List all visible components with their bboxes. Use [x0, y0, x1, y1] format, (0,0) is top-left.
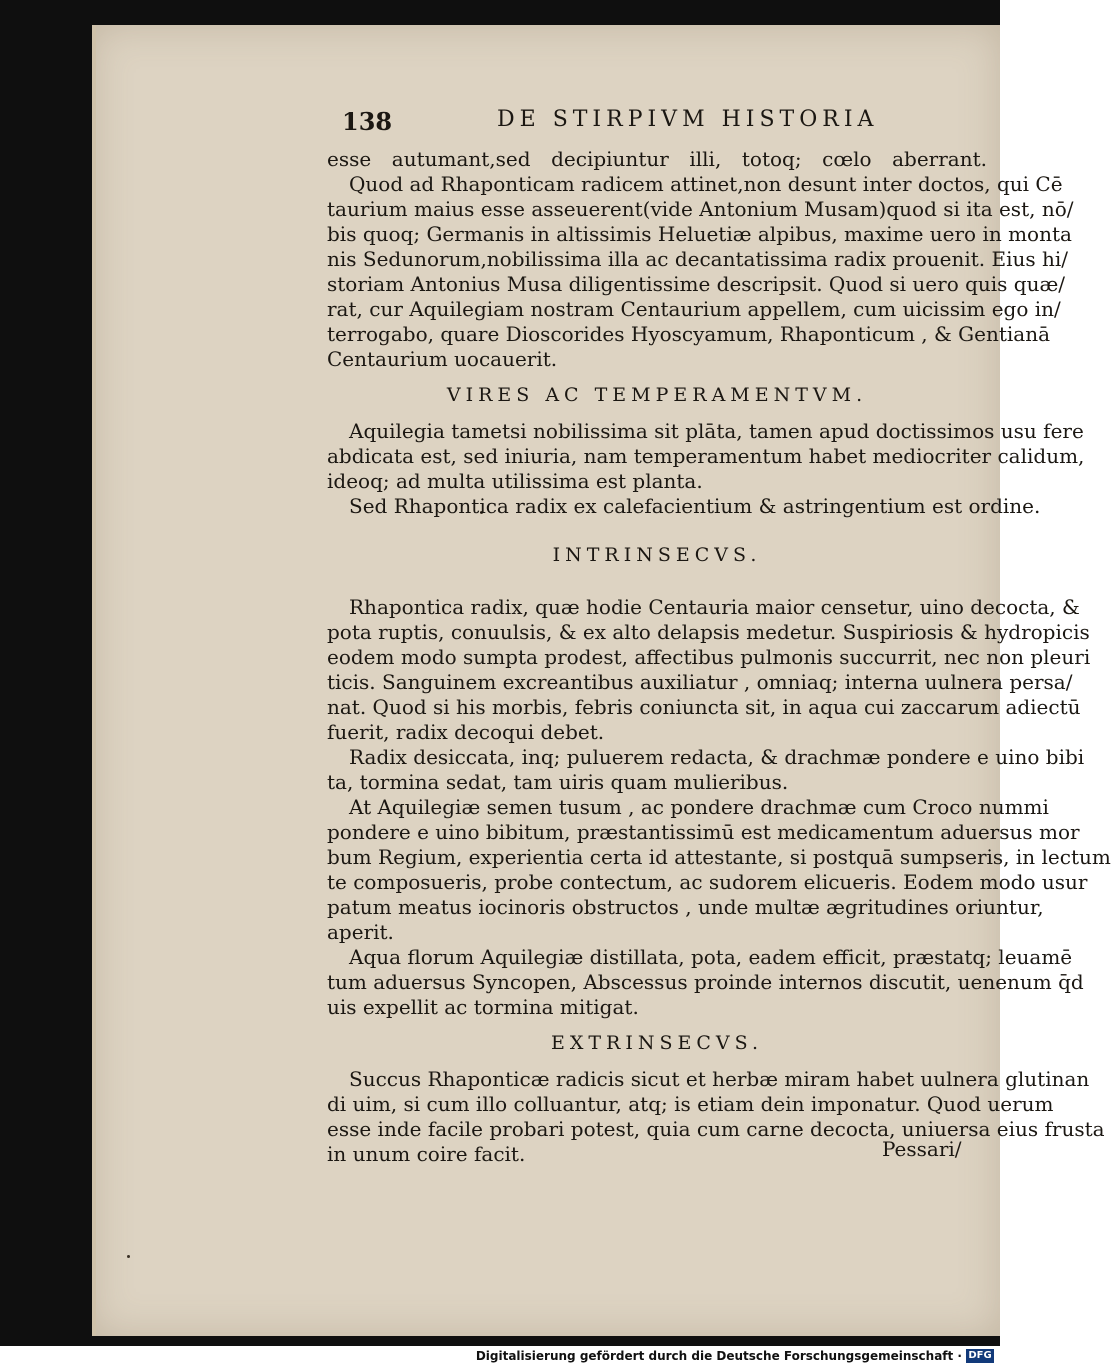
book-page [92, 25, 1111, 1336]
text-line: Quod ad Rhaponticam radicem attinet,non desunt inter doctos, qui Cē [349, 172, 1063, 196]
text-line: bis quoq; Germanis in altissimis Heluetiæ alpibus, maxime uero in monta [327, 222, 1072, 246]
text-line: rat, cur Aquilegiam nostram Centaurium appellem, cum uicissim ego in/ [327, 297, 1061, 321]
page-edge [92, 25, 96, 1336]
text-line: Sed Rhapontica radix ex calefacientium & astringentium est ordine. [349, 494, 1041, 518]
text-line: di uim, si cum illo colluantur, atq; is etiam dein imponatur. Quod uerum [327, 1092, 1054, 1116]
text-line: nis Sedunorum,nobilissima illa ac decantatissima radix prouenit. Eius hi/ [327, 247, 1069, 271]
section-heading-extrinsecus: EXTRINSECVS. [550, 1032, 764, 1054]
text-line: uis expellit ac tormina mitigat. [327, 995, 639, 1019]
text-line: Rhapontica radix, quæ hodie Centauria maior censetur, uino decocta, & [349, 595, 1080, 619]
text-line: ta, tormina sedat, tam uiris quam mulieribus. [327, 770, 789, 794]
text-line: bum Regium, experientia certa id attestante, si postquā sumpseris, in lectum [327, 845, 1111, 869]
text-line: Succus Rhaponticæ radicis sicut et herbæ miram habet uulnera glutinan [349, 1067, 1090, 1091]
text-line: patum meatus iocinoris obstructos , unde multæ ægritudines oriuntur, [327, 895, 1044, 919]
ink-speck [127, 1255, 130, 1258]
text-line: pota ruptis, conuulsis, & ex alto delapsis medetur. Suspiriosis & hydropicis [327, 620, 1090, 644]
dfg-logo: DFG [966, 1349, 994, 1363]
page-header [327, 107, 987, 139]
page-number: 138 [342, 107, 393, 136]
text-line: esse autumant,sed decipiuntur illi, totoq; cœlo aberrant. [327, 147, 987, 171]
text-line: storiam Antonius Musa diligentissime descripsit. Quod si uero quis quæ/ [327, 272, 1066, 296]
section-heading-intrinsecus: INTRINSECVS. [552, 544, 762, 566]
text-line: terrogabo, quare Dioscorides Hyoscyamum, Rhaponticum , & Gentianā [327, 322, 1051, 346]
text-line: tum aduersus Syncopen, Abscessus proinde internos discutit, uenenum q̄d [327, 970, 1084, 994]
section-heading-vires: VIRES AC TEMPERAMENTVM. [446, 384, 868, 406]
text-line: ticis. Sanguinem excreantibus auxiliatur , omniaq; interna uulnera persa/ [327, 670, 1073, 694]
text-line: te composueris, probe contectum, ac sudorem elicueris. Eodem modo usur [327, 870, 1088, 894]
text-line: Aqua florum Aquilegiæ distillata, pota, eadem efficit, præstatq; leuamē [349, 945, 1073, 969]
text-line: Aquilegia tametsi nobilissima sit plāta, tamen apud doctissimos usu fere [349, 419, 1084, 443]
text-line: Radix desiccata, inq; puluerem redacta, & drachmæ pondere e uino bibi [349, 745, 1085, 769]
text-line: ideoq; ad multa utilissima est planta. [327, 469, 703, 493]
text-line: taurium maius esse asseuerent(vide Antonium Musam)quod si ita est, nō/ [327, 197, 1074, 221]
text-line: At Aquilegiæ semen tusum , ac pondere drachmæ cum Croco nummi [349, 795, 1049, 819]
text-line: nat. Quod si his morbis, febris coniuncta sit, in aqua cui zaccarum adiectū [327, 695, 1081, 719]
text-line: pondere e uino bibitum, præstantissimū est medicamentum aduersus mor [327, 820, 1080, 844]
catchword: Pessari/ [882, 1137, 962, 1161]
text-line: aperit. [327, 920, 394, 944]
text-line: fuerit, radix decoqui debet. [327, 720, 605, 744]
text-line: esse inde facile probari potest, quia cum carne decocta, uniuersa eius frusta [327, 1117, 1105, 1141]
text-line: eodem modo sumpta prodest, affectibus pulmonis succurrit, nec non pleuri [327, 645, 1091, 669]
funding-notice: Digitalisierung gefördert durch die Deutsche Forschungsgemeinschaft · [475, 1349, 962, 1363]
text-line: in unum coire facit. [327, 1142, 526, 1166]
running-title: DE STIRPIVM HISTORIA [497, 107, 879, 132]
text-line: Centaurium uocauerit. [327, 347, 558, 371]
footer-bar [0, 1346, 1000, 1368]
text-line: abdicata est, sed iniuria, nam temperamentum habet mediocriter calidum, [327, 444, 1085, 468]
